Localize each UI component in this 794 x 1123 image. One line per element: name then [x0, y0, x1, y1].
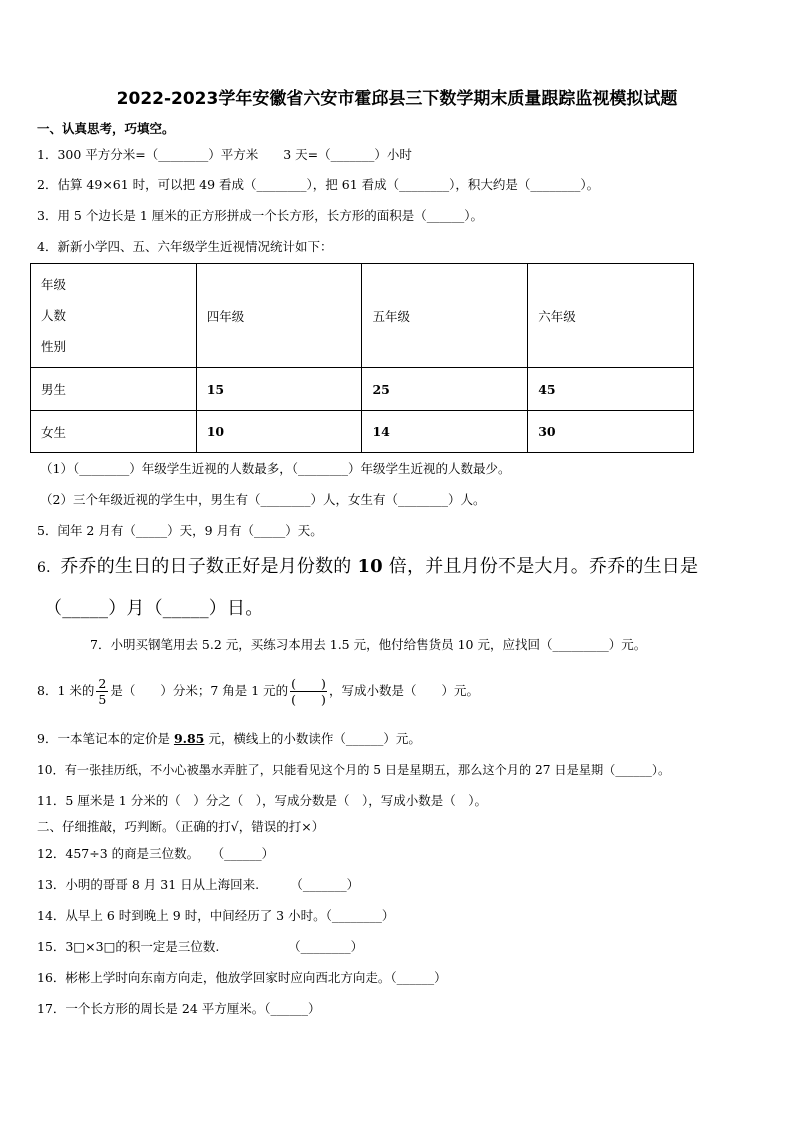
- underlined-price: 9.85: [173, 731, 205, 746]
- question-4-part-1: （1）（________）年级学生近视的人数最多，（________）年级学生近视的人数最少。: [40, 461, 511, 476]
- corner-label-grade: 年级: [41, 277, 67, 292]
- question-9-text-b: 元，横线上的小数读作（______）元。: [204, 731, 421, 746]
- fraction-blank-numerator: ( ): [291, 676, 326, 691]
- table-cell: 25: [362, 368, 528, 411]
- myopia-stats-table: [30, 263, 694, 453]
- table-cell: 15: [196, 368, 362, 411]
- question-5: 5．闰年 2 月有（_____）天，9 月有（_____）天。: [37, 523, 323, 538]
- question-17: 17．一个长方形的周长是 24 平方厘米。（______）: [37, 1001, 321, 1016]
- table-header-row: [31, 264, 694, 368]
- page-title: 2022-2023学年安徽省六安市霍邱县三下数学期末质量跟踪监视模拟试题: [116, 89, 678, 109]
- question-6-line-1: [37, 554, 698, 581]
- table-header-grade-5: 五年级: [362, 264, 528, 368]
- question-8-text-a: 8．1 米的: [37, 683, 95, 698]
- question-15: 15．3□×3□的积一定是三位数. （________）: [37, 939, 364, 954]
- fraction-blank-denominator: ( ): [291, 692, 326, 707]
- question-6-line-2: （_____）月（_____）日。: [44, 598, 264, 619]
- question-8-text-b: 是（ ）分米；7 角是 1 元的: [110, 683, 289, 698]
- table-header-grade-6: 六年级: [528, 264, 694, 368]
- question-6-multiplier: 10: [357, 556, 383, 577]
- question-10: 10．有一张挂历纸，不小心被墨水弄脏了，只能看见这个月的 5 日是星期五，那么这个月的 27 日是星期（______）。: [37, 763, 671, 777]
- question-6-text-a: 乔乔的生日的日子数正好是月份数的: [60, 556, 358, 577]
- question-14: 14．从早上 6 时到晚上 9 时，中间经历了 3 小时。（________）: [37, 908, 395, 923]
- question-4: 4．新新小学四、五、六年级学生近视情况统计如下：: [37, 239, 333, 254]
- question-9-text-a: 9．一本笔记本的定价是: [37, 731, 174, 746]
- corner-label-count: 人数: [41, 308, 67, 323]
- corner-label-gender: 性别: [41, 339, 67, 354]
- section-heading-fill-blank: 一、认真思考，巧填空。: [37, 121, 175, 136]
- question-13: 13．小明的哥哥 8 月 31 日从上海回来. （_______）: [37, 877, 360, 892]
- question-8-text-c: ，写成小数是（ ）元。: [328, 683, 479, 698]
- fraction-two-fifths: [96, 676, 108, 707]
- section-heading-true-false: 二、仔细推敲，巧判断。（正确的打√，错误的打×）: [37, 819, 325, 834]
- question-4-part-2: （2）三个年级近视的学生中，男生有（________）人，女生有（________）人。: [40, 492, 486, 507]
- question-8: [37, 669, 479, 713]
- fraction-numerator: 2: [98, 676, 107, 691]
- question-12: 12．457÷3 的商是三位数。 （______）: [37, 846, 275, 861]
- fraction-blank: [290, 676, 327, 707]
- row-label-boys: 男生: [31, 368, 197, 411]
- question-7: 7．小明买钢笔用去 5.2 元，买练习本用去 1.5 元，他付给售货员 10 元，应找回（_________）元。: [90, 637, 647, 652]
- question-2: 2．估算 49×61 时，可以把 49 看成（________），把 61 看成（________），积大约是（________）。: [37, 177, 600, 192]
- table-row: [31, 368, 694, 411]
- fraction-denominator: 5: [98, 692, 107, 707]
- table-cell: 45: [528, 368, 694, 411]
- table-cell: 30: [528, 411, 694, 453]
- row-label-girls: 女生: [31, 411, 197, 453]
- table-header-grade-4: 四年级: [196, 264, 362, 368]
- question-6-text-b: 倍，并且月份不是大月。乔乔的生日是: [382, 556, 699, 577]
- question-16: 16．彬彬上学时向东南方向走，他放学回家时应向西北方向走。（______）: [37, 970, 447, 985]
- table-corner-cell: [31, 264, 197, 368]
- question-1: 1．300 平方分米=（________）平方米 3 天=（_______）小时: [37, 147, 412, 162]
- question-9: [37, 730, 421, 748]
- question-6-number: 6．: [37, 560, 61, 576]
- table-row: [31, 411, 694, 453]
- question-11: 11．5 厘米是 1 分米的（ ）分之（ ），写成分数是（ ），写成小数是（ ）。: [37, 793, 487, 808]
- table-cell: 10: [196, 411, 362, 453]
- question-3: 3．用 5 个边长是 1 厘米的正方形拼成一个长方形，长方形的面积是（______）。: [37, 208, 484, 223]
- table-cell: 14: [362, 411, 528, 453]
